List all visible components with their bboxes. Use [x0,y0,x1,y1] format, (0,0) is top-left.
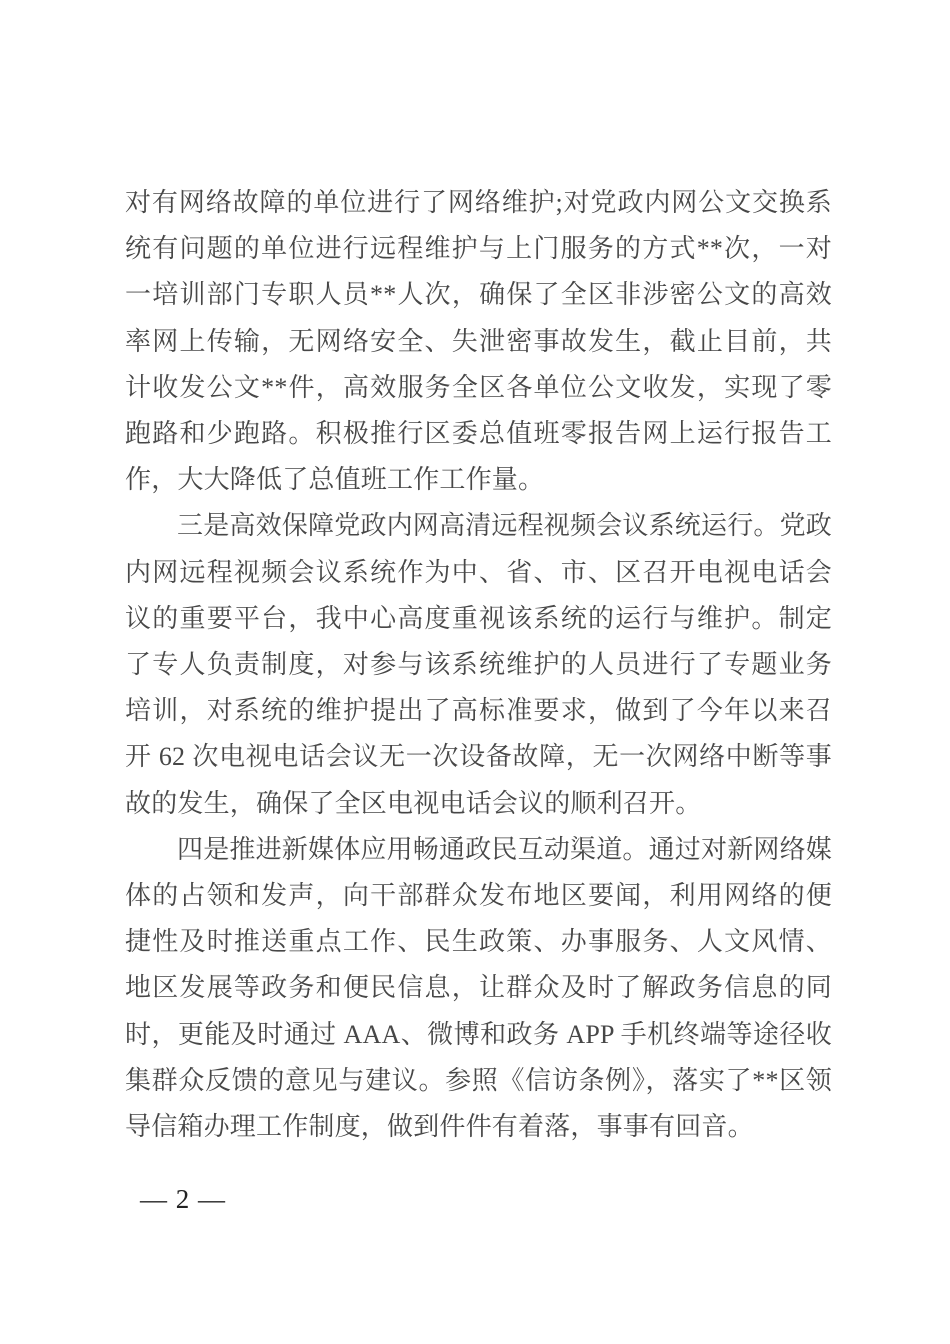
page-number: — 2 — [140,1184,226,1214]
paragraph-point-three: 三是高效保障党政内网高清远程视频会议系统运行。党政内网远程视频会议系统作为中、省、市、区召开电视电话会议的重要平台，我中心高度重视该系统的运行与维护。制定了专人负责制度，对参与该系统维护的人员进行了专题业务培训，对系统的维护提出了高标准要求，做到了今年以来召开 62 次电视电话会议无一次设备故障，无一次网络中断等事故的发生，确保了全区电视电话会议的顺利召开。 [125,511,833,818]
paragraph-continuation: 对有网络故障的单位进行了网络维护;对党政内网公文交换系统有问题的单位进行远程维护与上门服务的方式**次，一对一培训部门专职人员**人次，确保了全区非涉密公文的高效率网上传输，无网络安全、失泄密事故发生，截止目前，共计收发公文**件，高效服务全区各单位公文收发，实现了零跑路和少跑路。积极推行区委总值班零报告网上运行报告工作，大大降低了总值班工作工作量。 [125,188,832,495]
paragraph-point-four: 四是推进新媒体应用畅通政民互动渠道。通过对新网络媒体的占领和发声，向干部群众发布地区要闻，利用网络的便捷性及时推送重点工作、民生政策、办事服务、人文风情、地区发展等政务和便民信息，让群众及时了解政务信息的同时，更能及时通过 AAA、微博和政务 APP 手机终端等途径收集群众反馈的意见与建议。参照《信访条例》，落实了**区领导信箱办理工作制度，做到件件有着落，事事有回音。 [125,834,833,1142]
document-body [125,180,832,1150]
